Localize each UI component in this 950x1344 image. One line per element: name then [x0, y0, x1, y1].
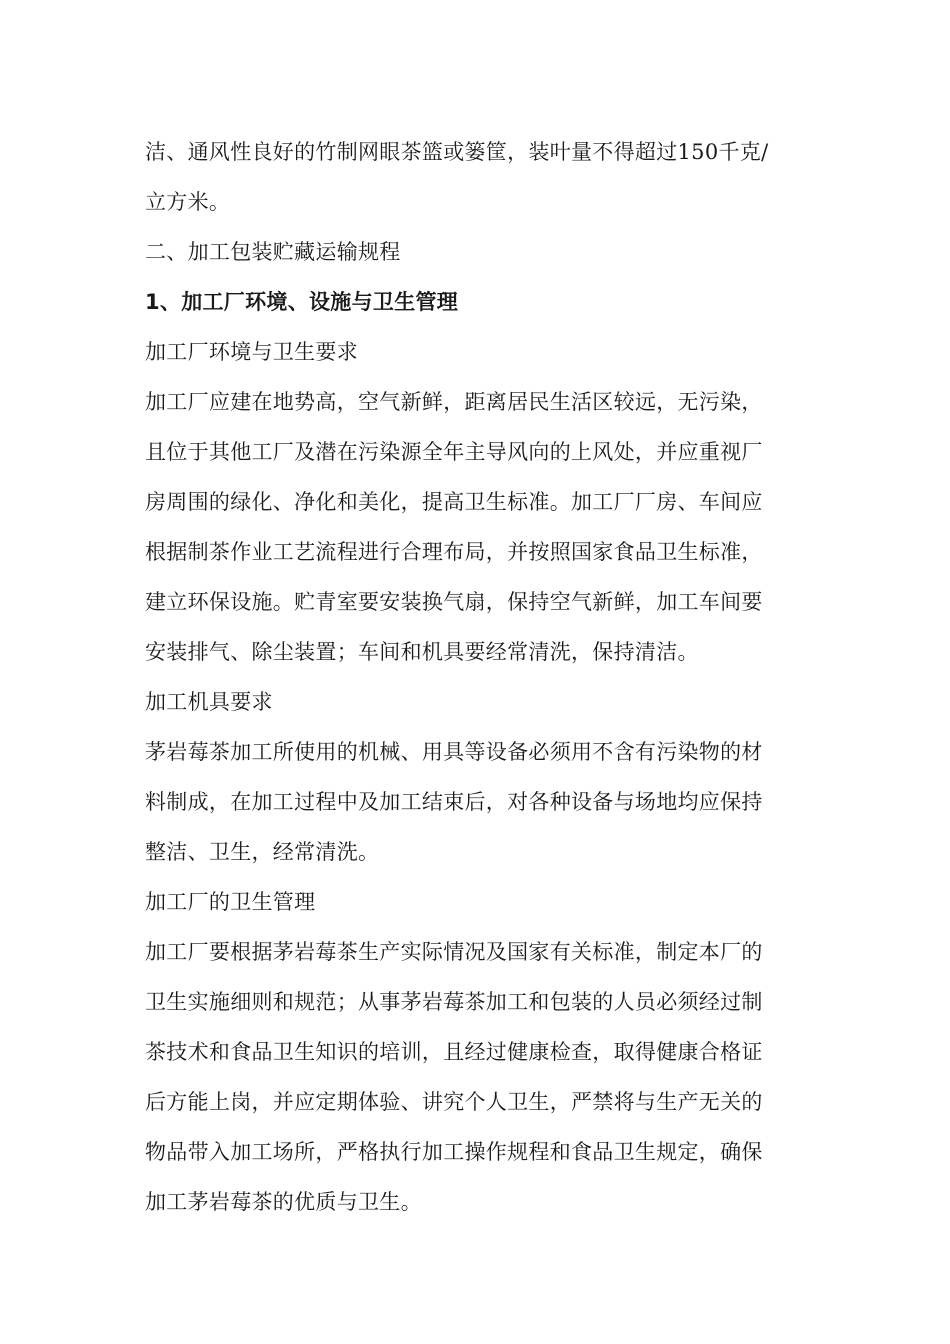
paragraph-line: 且位于其他工厂及潜在污染源全年主导风向的上风处，并应重视厂 — [145, 440, 763, 464]
topic-heading: 加工机具要求 — [145, 690, 273, 714]
paragraph-line: 卫生实施细则和规范；从事茅岩莓茶加工和包装的人员必须经过制 — [145, 990, 763, 1014]
paragraph-line: 根据制茶作业工艺流程进行合理布局，并按照国家食品卫生标准， — [145, 540, 763, 564]
paragraph-line: 立方米。 — [145, 190, 231, 214]
paragraph-line: 加工茅岩莓茶的优质与卫生。 — [145, 1190, 422, 1214]
paragraph-line: 安装排气、除尘装置；车间和机具要经常清洗，保持清洁。 — [145, 640, 699, 664]
topic-heading: 加工厂环境与卫生要求 — [145, 340, 358, 364]
paragraph-line: 建立环保设施。贮青室要安装换气扇，保持空气新鲜，加工车间要 — [145, 590, 763, 614]
paragraph-line: 物品带入加工场所，严格执行加工操作规程和食品卫生规定，确保 — [145, 1140, 763, 1164]
paragraph-line: 房周围的绿化、净化和美化，提高卫生标准。加工厂厂房、车间应 — [145, 490, 763, 514]
paragraph-line: 加工厂应建在地势高，空气新鲜，距离居民生活区较远，无污染， — [145, 390, 763, 414]
paragraph-line: 加工厂要根据茅岩莓茶生产实际情况及国家有关标准，制定本厂的 — [145, 940, 763, 964]
paragraph-line: 料制成，在加工过程中及加工结束后，对各种设备与场地均应保持 — [145, 790, 763, 814]
paragraph-line: 洁、通风性良好的竹制网眼茶篮或篓筐，装叶量不得超过150千克/ — [145, 140, 769, 164]
paragraph-line: 整洁、卫生，经常清洗。 — [145, 840, 380, 864]
document-body — [145, 127, 805, 1227]
topic-heading: 加工厂的卫生管理 — [145, 890, 316, 914]
section-heading: 二、加工包装贮藏运输规程 — [145, 240, 401, 264]
paragraph-line: 后方能上岗，并应定期体验、讲究个人卫生，严禁将与生产无关的 — [145, 1090, 763, 1114]
subsection-heading: 1、加工厂环境、设施与卫生管理 — [145, 290, 459, 314]
paragraph-line: 茅岩莓茶加工所使用的机械、用具等设备必须用不含有污染物的材 — [145, 740, 763, 764]
paragraph-line: 茶技术和食品卫生知识的培训，且经过健康检查，取得健康合格证 — [145, 1040, 763, 1064]
